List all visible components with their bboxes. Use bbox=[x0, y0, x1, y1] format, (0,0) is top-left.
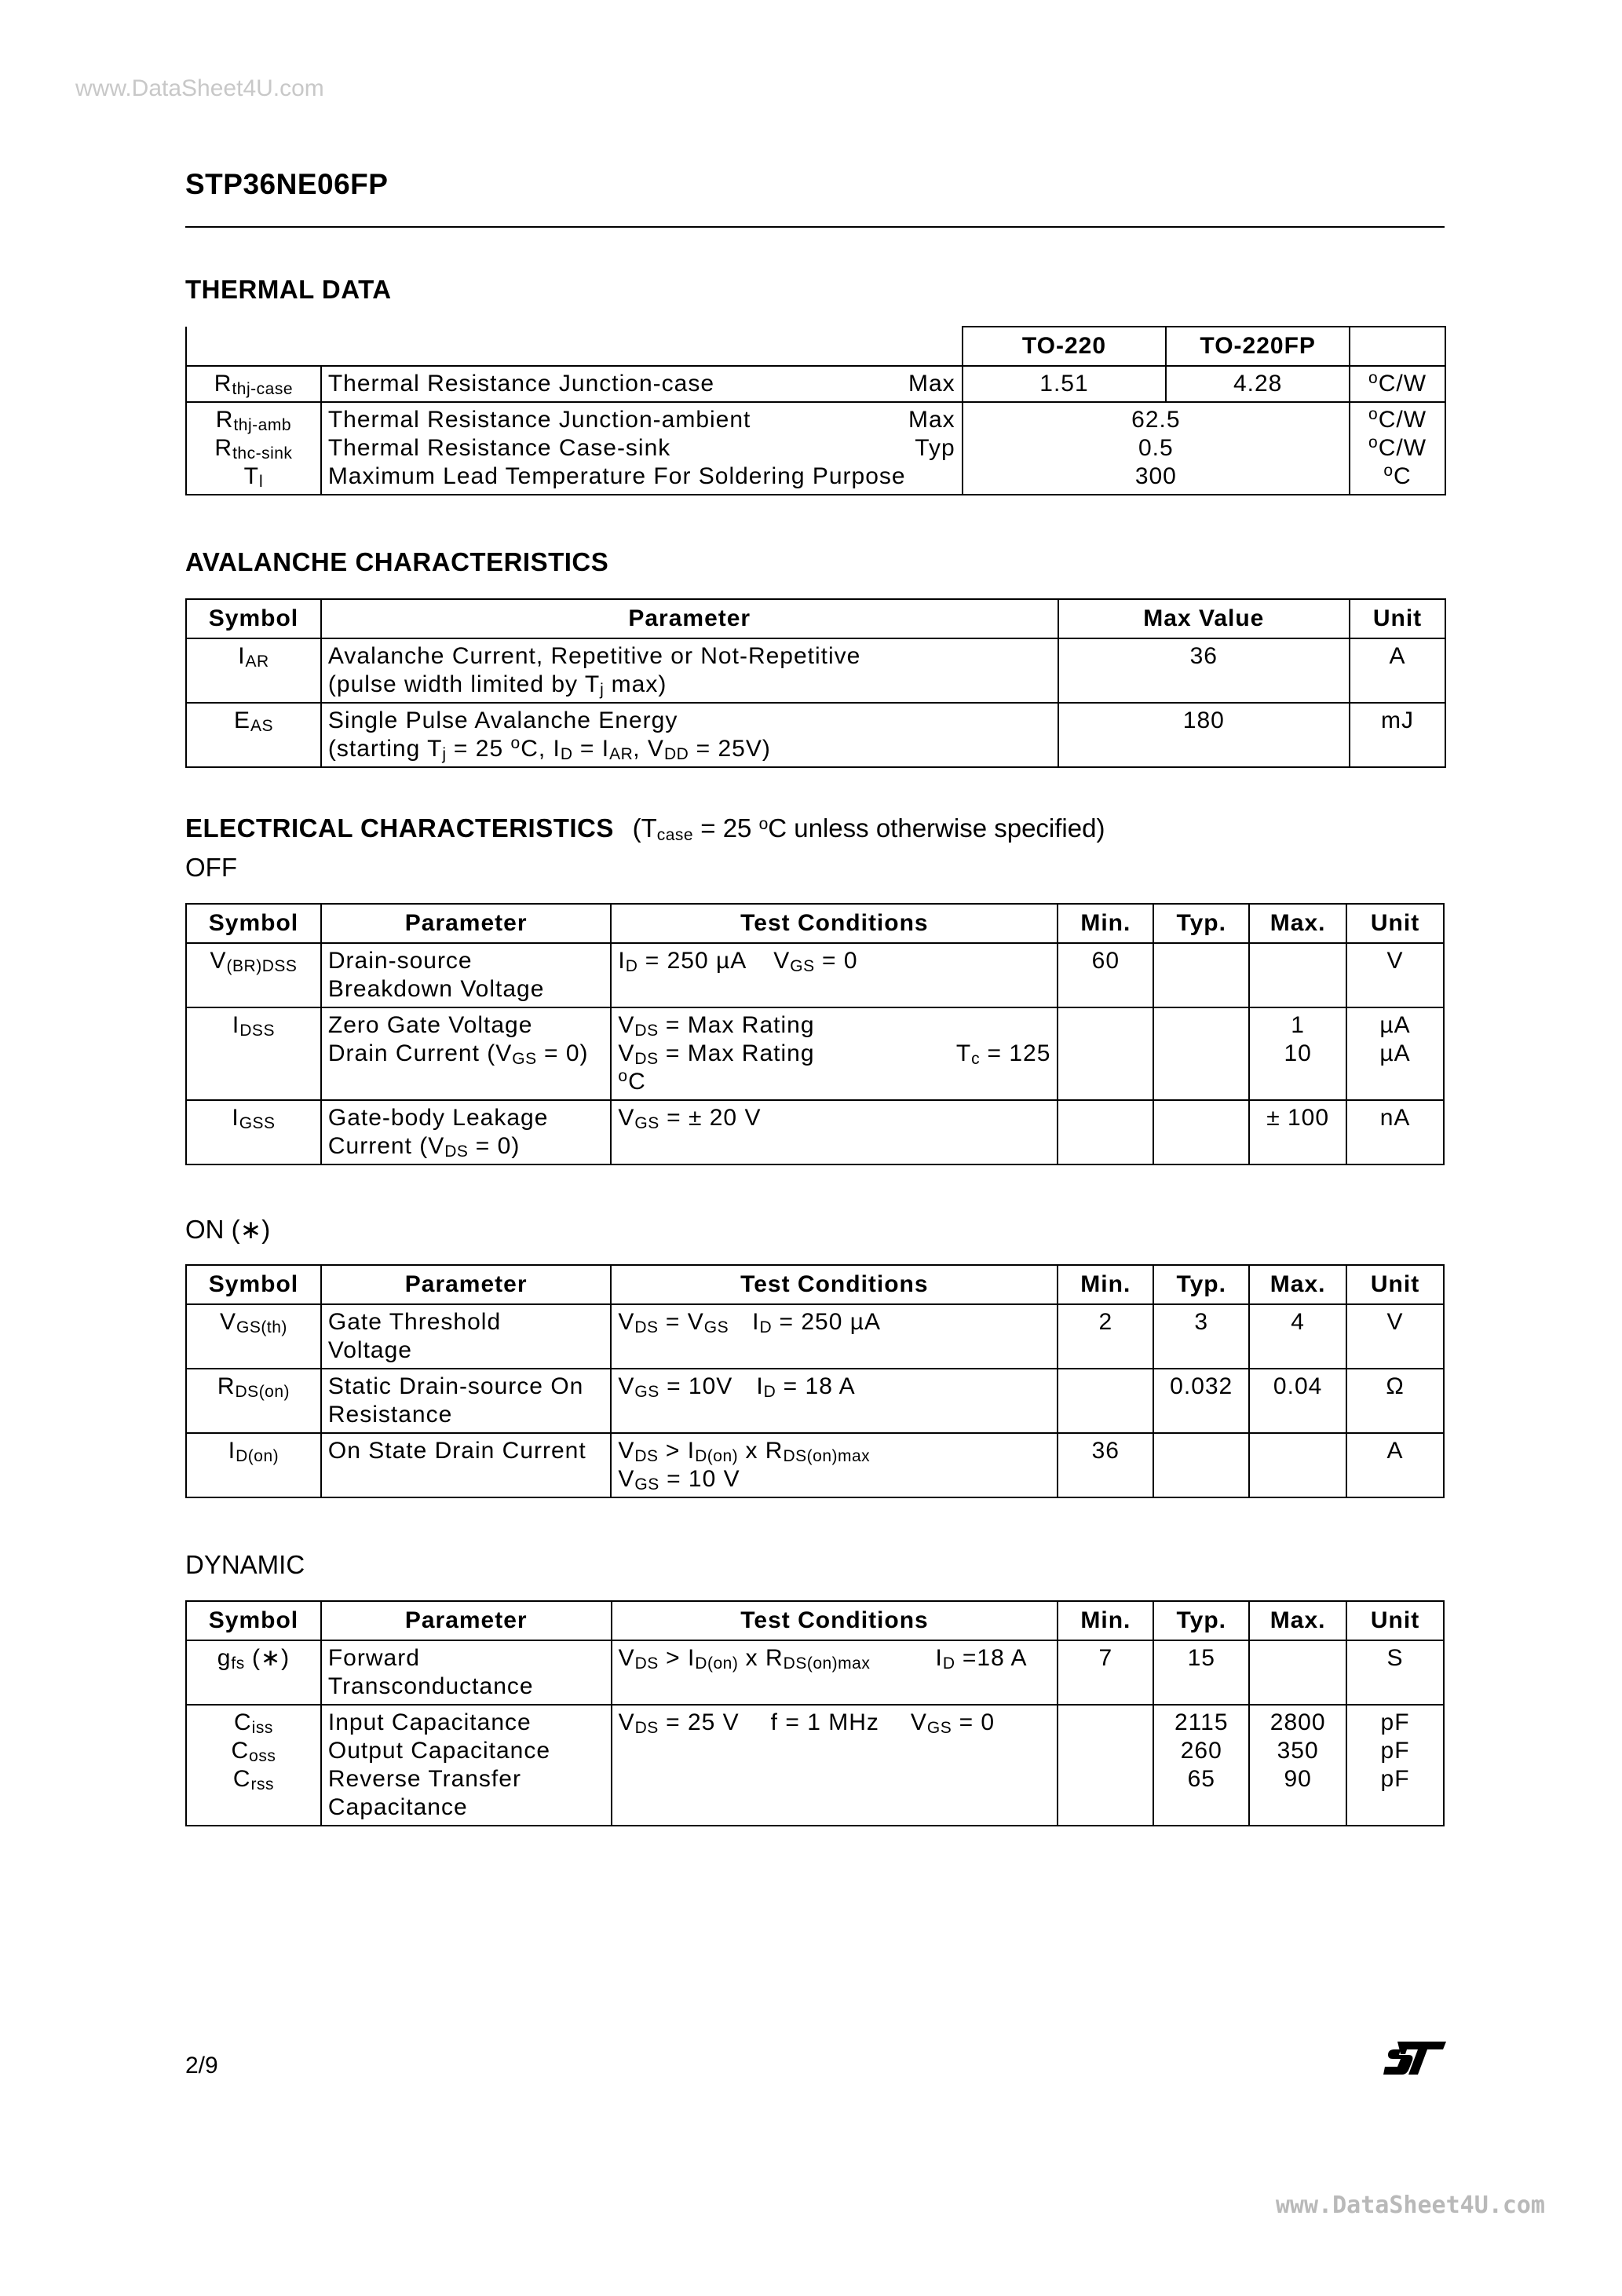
watermark-bottom: www.DataSheet4U.com bbox=[1275, 2192, 1545, 2219]
col-to220: TO-220 bbox=[963, 327, 1167, 366]
on-table: Symbol Parameter Test Conditions Min. Typ. Max. Unit $V_{GS(th)}$ Gate Threshold Voltage $V_{DS} = V_{GS}$ $I_D = 250$ µA 2 3 4 V $R_{DS(on)}$ Static Drain-source On Resistance $V_{GS} = 10V$ $I_D = 18$ A 0.032 0.04 Ω $I_{D(on)}$ On State Drain Current $V_{DS} > I_{D(on)}$ x $R_{DS(on)max}$ $V_{GS} = 10$ V 36 A bbox=[185, 1264, 1445, 1498]
table-row: $R_{thj-case}$ Thermal Resistance Junction-case Max 1.51 4.28 $^o$C/W bbox=[186, 366, 1445, 402]
table-row: $I_{GSS}$ Gate-body Leakage Current $(V_{DS} = 0)$ $V_{GS}$ = ± 20 V ± 100 nA bbox=[186, 1100, 1444, 1164]
electrical-title: ELECTRICAL CHARACTERISTICS ($T_{case} = 25$ $^o$C unless otherwise specified) bbox=[185, 813, 1105, 844]
table-row: $I_{DSS}$ Zero Gate Voltage Drain Current $(V_{GS} = 0)$ $V_{DS}$ = Max Rating $V_{DS}$ = Max Rating $T_c = 125$ $^o$C 1 10 µA µA bbox=[186, 1007, 1444, 1100]
col-to220fp: TO-220FP bbox=[1166, 327, 1350, 366]
table-row: $I_{AR}$ Avalanche Current, Repetitive or Not-Repetitive (pulse width limited by $T_j$ max) 36 A bbox=[186, 638, 1445, 703]
table-row: $C_{iss}$ $C_{oss}$ $C_{rss}$ Input Capacitance Output Capacitance Reverse Transfer Capacitance $V_{DS} = 25$ V f = 1 MHz $V_{GS} = 0$ 2115 260 65 2800 350 90 pF pF pF bbox=[186, 1705, 1444, 1826]
table-row: $V_{(BR)DSS}$ Drain-source Breakdown Voltage $I_D = 250$ µA $V_{GS} = 0$ 60 V bbox=[186, 943, 1444, 1007]
st-logo-icon bbox=[1383, 2040, 1448, 2080]
table-row: $R_{thj-amb}$ $R_{thc-sink}$ $T_l$ Thermal Resistance Junction-ambient Max Thermal Resistance Case-sink Typ Maximum Lead Temperature For Soldering Purpose 62.5 0.5 300 $^o$C/W $^o$C/W $^o$C bbox=[186, 402, 1445, 495]
table-row: $V_{GS(th)}$ Gate Threshold Voltage $V_{DS} = V_{GS}$ $I_D = 250$ µA 2 3 4 V bbox=[186, 1304, 1444, 1369]
off-table: Symbol Parameter Test Conditions Min. Typ. Max. Unit $V_{(BR)DSS}$ Drain-source Breakdown Voltage $I_D = 250$ µA $V_{GS} = 0$ 60 V $I_{DSS}$ Zero Gate Voltage Drain Current $(V_{GS} = 0)$ $V_{DS}$ = Max Rating $V_{DS}$ = Max Rating $T_c = 125$ $^o$C 1 10 µA µA $I_{GSS}$ Gate-body Leakage Current $(V_{DS} = 0)$ $V_{GS}$ = ± 20 V ± 100 nA bbox=[185, 903, 1445, 1165]
thermal-data-table bbox=[185, 326, 1446, 495]
table-row: $I_{D(on)}$ On State Drain Current $V_{DS} > I_{D(on)}$ x $R_{DS(on)max}$ $V_{GS} = 10$ V 36 A bbox=[186, 1433, 1444, 1497]
page-number: 2/9 bbox=[185, 2053, 218, 2078]
avalanche-title: AVALANCHE CHARACTERISTICS bbox=[185, 547, 609, 576]
table-row: $g_{fs}$ (∗) Forward Transconductance $V_{DS} > I_{D(on)}$ x $R_{DS(on)max}$ $I_D =18$ A 7 15 S bbox=[186, 1640, 1444, 1705]
part-number-header: STP36NE06FP bbox=[185, 168, 389, 200]
dynamic-title: DYNAMIC bbox=[185, 1550, 305, 1579]
watermark-top: www.DataSheet4U.com bbox=[75, 75, 324, 101]
table-row: $R_{DS(on)}$ Static Drain-source On Resistance $V_{GS} = 10V$ $I_D = 18$ A 0.032 0.04 Ω bbox=[186, 1369, 1444, 1433]
header-rule bbox=[185, 226, 1445, 228]
avalanche-table: Symbol Parameter Max Value Unit $I_{AR}$ Avalanche Current, Repetitive or Not-Repetitive (pulse width limited by $T_j$ max) 36 A $E_{AS}$ Single Pulse Avalanche Energy (starting $T_j = 25$ $^o$C, $I_D = I_{AR}$, $V_{DD} = 25V$) 180 mJ bbox=[185, 598, 1446, 768]
off-title: OFF bbox=[185, 853, 237, 882]
table-row: $E_{AS}$ Single Pulse Avalanche Energy (starting $T_j = 25$ $^o$C, $I_D = I_{AR}$, $V_{DD} = 25V$) 180 mJ bbox=[186, 703, 1445, 767]
on-title: ON (∗) bbox=[185, 1215, 271, 1244]
thermal-data-title: THERMAL DATA bbox=[185, 275, 392, 304]
dynamic-table: Symbol Parameter Test Conditions Min. Typ. Max. Unit $g_{fs}$ (∗) Forward Transconductance $V_{DS} > I_{D(on)}$ x $R_{DS(on)max}$ $I_D =18$ A 7 15 S $C_{iss}$ $C_{oss}$ $C_{rss}$ Input Capacitance Output Capacitance Reverse Transfer Capacitance $V_{DS} = 25$ V f = 1 MHz $V_{GS} = 0$ 2115 260 65 2800 350 90 pF pF pF bbox=[185, 1600, 1445, 1826]
